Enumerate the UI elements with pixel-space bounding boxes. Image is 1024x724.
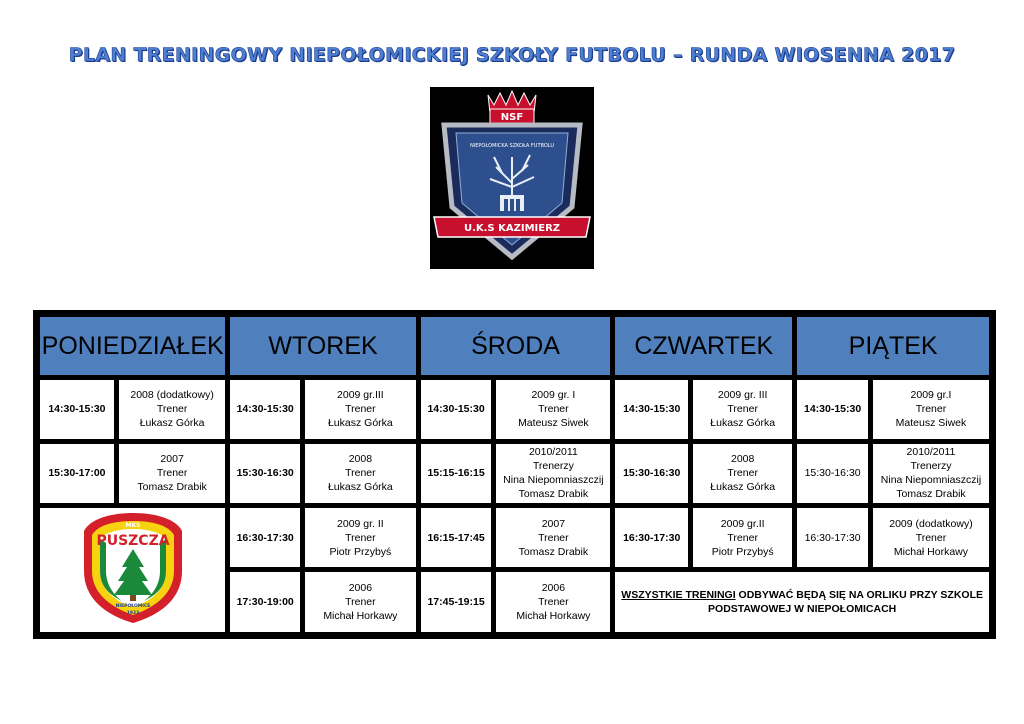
day-header: CZWARTEK <box>614 316 793 376</box>
schedule-table <box>36 313 993 636</box>
training-line: Trener <box>538 403 569 416</box>
training-line: Tomasz Drabik <box>518 488 589 501</box>
puszcza-year: 1923 <box>126 610 139 616</box>
location-note <box>614 571 990 633</box>
training-group <box>304 443 417 504</box>
training-line: Łukasz Górka <box>710 417 776 430</box>
puszcza-city: NIEPOŁOMICE <box>115 603 151 609</box>
training-line: 2007 <box>541 517 566 530</box>
training-line: Michał Horkawy <box>516 610 591 623</box>
puszcza-name: PUSZCZA <box>96 532 170 549</box>
training-line: Trenerzy <box>532 460 574 473</box>
training-line: Trener <box>345 467 376 480</box>
time-slot: 14:30-15:30 <box>229 379 301 440</box>
schedule-row <box>39 379 990 440</box>
training-group <box>304 571 417 633</box>
training-line: Piotr Przybyś <box>711 545 774 558</box>
time-slot: 15:30-16:30 <box>614 443 689 504</box>
time-slot: 16:30-17:30 <box>614 507 689 569</box>
training-group <box>495 443 611 504</box>
time-slot: 14:30-15:30 <box>420 379 493 440</box>
time-slot: 16:15-17:45 <box>420 507 493 569</box>
training-line: Trener <box>345 596 376 609</box>
training-line: Michał Horkawy <box>323 610 398 623</box>
day-header: PIĄTEK <box>796 316 990 376</box>
training-group <box>872 379 990 440</box>
training-line: Tomasz Drabik <box>518 545 589 558</box>
time-slot: 17:30-19:00 <box>229 571 301 633</box>
training-line: 2009 gr. III <box>717 389 768 402</box>
training-line: Trener <box>538 596 569 609</box>
training-line: 2009 (dodatkowy) <box>889 517 973 530</box>
training-line: 2010/2011 <box>906 446 956 459</box>
location-note-emphasis: WSZYSTKIE TRENINGI <box>621 589 736 602</box>
day-header: PONIEDZIAŁEK <box>39 316 226 376</box>
training-line: 2008 <box>731 453 755 466</box>
training-line: Łukasz Górka <box>139 417 205 430</box>
training-line: Trener <box>345 403 376 416</box>
nsf-logo <box>430 87 594 269</box>
training-line: 2007 <box>160 453 184 466</box>
puszcza-crest-icon <box>78 509 188 627</box>
training-group <box>872 507 990 569</box>
time-slot: 16:30-17:30 <box>229 507 301 569</box>
time-slot: 15:30-16:30 <box>229 443 301 504</box>
training-line: 2006 <box>541 582 566 595</box>
time-slot: 14:30-15:30 <box>39 379 115 440</box>
time-slot: 14:30-15:30 <box>796 379 869 440</box>
training-line: Trener <box>538 531 569 544</box>
puszcza-top-text: MKS <box>125 521 141 529</box>
training-line: Nina Niepomniaszczij <box>880 474 982 487</box>
training-group <box>304 379 417 440</box>
training-line: Tomasz Drabik <box>137 481 207 494</box>
training-line: Trener <box>727 467 758 480</box>
day-header: ŚRODA <box>420 316 612 376</box>
nsf-crown-text: NSF <box>500 112 524 123</box>
training-line: Mateusz Siwek <box>895 417 967 430</box>
location-note-text: ODBYWAĆ BĘDĄ SIĘ NA ORLIKU PRZY SZKOLE PODSTAWOWEJ W NIEPOŁOMICACH <box>708 589 983 616</box>
time-slot: 16:30-17:30 <box>796 507 869 569</box>
nsf-ring-text: NIEPOŁOMICKA SZKOŁA FUTBOLU <box>470 143 554 149</box>
training-line: Łukasz Górka <box>327 417 393 430</box>
training-group <box>495 507 611 569</box>
time-slot: 17:45-19:15 <box>420 571 493 633</box>
training-line: Trener <box>156 403 188 416</box>
training-group <box>872 443 990 504</box>
training-line: 2006 <box>348 582 373 595</box>
training-line: 2009 gr. I <box>531 389 576 402</box>
training-line: 2009 gr.II <box>720 517 765 530</box>
training-line: Mateusz Siwek <box>518 417 589 430</box>
days-header-row <box>39 316 990 376</box>
training-line: 2009 gr.I <box>910 389 952 402</box>
puszcza-logo <box>39 507 226 633</box>
schedule-row <box>39 443 990 504</box>
training-line: Nina Niepomniaszczij <box>503 474 604 487</box>
training-group <box>495 379 611 440</box>
training-line: Trener <box>915 403 947 416</box>
training-group <box>692 507 793 569</box>
nsf-crest-icon <box>430 87 594 269</box>
training-line: 2008 <box>348 453 373 466</box>
day-header: WTOREK <box>229 316 416 376</box>
training-line: 2009 gr.III <box>337 389 384 402</box>
training-line: Trener <box>727 403 758 416</box>
training-line: Łukasz Górka <box>710 481 776 494</box>
time-slot: 15:30-17:00 <box>39 443 115 504</box>
nsf-banner-text: U.K.S KAZIMIERZ <box>463 223 561 234</box>
training-line: 2008 (dodatkowy) <box>130 389 214 402</box>
training-line: Michał Horkawy <box>893 545 969 558</box>
time-slot: 15:15-16:15 <box>420 443 493 504</box>
training-group <box>692 443 793 504</box>
time-slot: 14:30-15:30 <box>614 379 689 440</box>
training-group <box>118 443 227 504</box>
training-group <box>692 379 793 440</box>
training-line: Łukasz Górka <box>327 481 393 494</box>
training-line: 2010/2011 <box>528 446 578 459</box>
training-line: Trener <box>915 531 947 544</box>
schedule-table-frame <box>33 310 996 639</box>
training-line: Trener <box>727 531 758 544</box>
page-title: PLAN TRENINGOWY NIEPOŁOMICKIEJ SZKOŁY FUTBOLU – RUNDA WIOSENNA 2017 <box>68 44 956 66</box>
training-line: Tomasz Drabik <box>896 488 966 501</box>
training-line: 2009 gr. II <box>337 517 384 530</box>
training-group <box>495 571 611 633</box>
schedule-row <box>39 507 990 569</box>
time-slot: 15:30-16:30 <box>796 443 869 504</box>
training-line: Trener <box>156 467 188 480</box>
training-group <box>304 507 417 569</box>
training-line: Trenerzy <box>910 460 952 473</box>
training-line: Piotr Przybyś <box>329 545 392 558</box>
training-group <box>118 379 227 440</box>
training-line: Trener <box>345 531 376 544</box>
